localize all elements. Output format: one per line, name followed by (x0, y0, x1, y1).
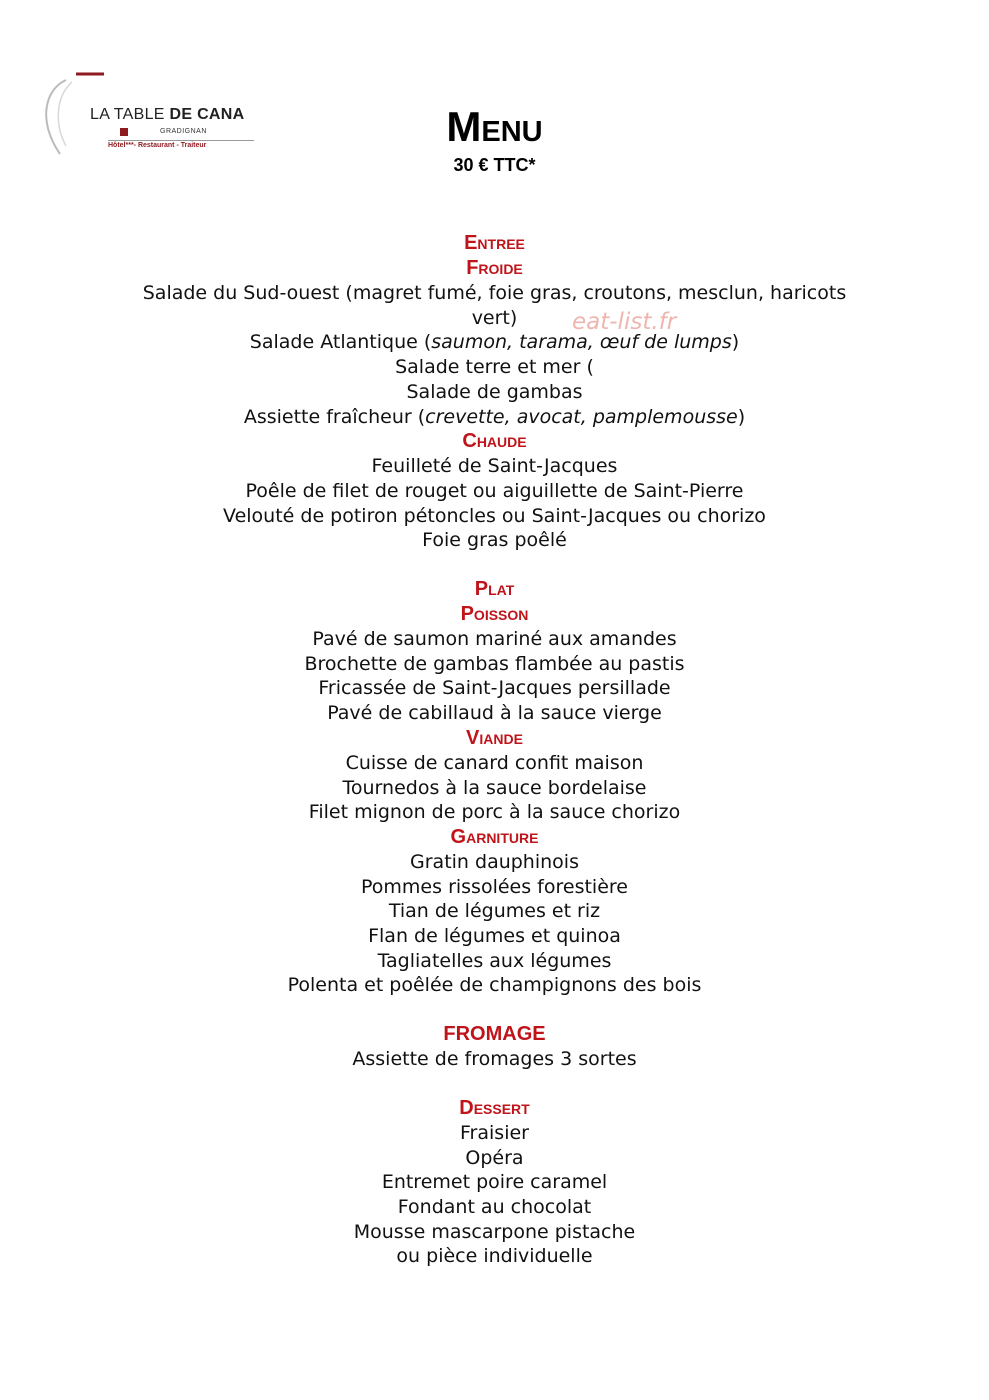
menu-item: Fricassée de Saint-Jacques persillade (318, 677, 671, 700)
menu-item: Feuilleté de Saint-Jacques (371, 455, 618, 478)
price-amount: 30 € (453, 155, 489, 175)
subsection-title-chaude: Chaude (462, 430, 527, 453)
menu-item: Pavé de saumon mariné aux amandes (312, 628, 677, 651)
menu-item: Cuisse de canard confit maison (345, 751, 644, 774)
menu-item: Poêle de filet de rouget ou aiguillette de Saint-Pierre (245, 479, 744, 502)
section-title-dessert: Dessert (459, 1096, 530, 1119)
section-title-plat: Plat (474, 578, 515, 601)
subsection-title-poisson: Poisson (460, 603, 529, 626)
subsection-title-garniture: Garniture (450, 825, 539, 848)
menu-item: ou pièce individuelle (396, 1245, 593, 1268)
subsection-title-froide: Froide (466, 257, 523, 279)
menu-item: Tagliatelles aux légumes (377, 949, 612, 972)
menu-item: Filet mignon de porc à la sauce chorizo (308, 801, 681, 824)
section-title-entree: Entree (464, 232, 525, 254)
section-title-fromage: FROMAGE (443, 1023, 546, 1046)
menu-item: Gratin dauphinois (410, 850, 579, 873)
menu-item: Fraisier (460, 1121, 529, 1144)
menu-item: Tournedos à la sauce bordelaise (342, 776, 647, 799)
price-suffix: TTC* (493, 155, 536, 175)
logo-name: LA TABLE DE CANA (90, 106, 245, 123)
menu-item: Salade du Sud-ouest (magret fumé, foie gras, croutons, mesclun, haricots vert) (142, 282, 847, 329)
section-spacer (0, 553, 989, 577)
watermark-text: eat-list.fr (572, 309, 677, 335)
menu-item: Assiette de fromages 3 sortes (352, 1048, 637, 1071)
menu-item: Flan de légumes et quinoa (368, 925, 621, 948)
menu-item: Entremet poire caramel (381, 1171, 608, 1194)
menu-item: Brochette de gambas flambée au pastis (304, 652, 685, 675)
menu-item: Assiette fraîcheur (crevette, avocat, pamplemousse) (243, 405, 746, 428)
menu-title: Menu (446, 103, 543, 150)
menu-item: Foie gras poêlé (422, 529, 567, 552)
logo-tagline: Hôtel***- Restaurant - Traiteur (108, 142, 207, 149)
menu-item: Pavé de cabillaud à la sauce vierge (327, 702, 662, 725)
subsection-title-viande: Viande (466, 726, 523, 749)
menu-body (0, 231, 989, 1269)
logo-city: GRADIGNAN (160, 128, 207, 135)
menu-item: Fondant au chocolat (397, 1195, 592, 1218)
menu-item: Velouté de potiron pétoncles ou Saint-Jacques ou chorizo (223, 504, 766, 527)
menu-item: Tian de légumes et riz (388, 900, 601, 923)
menu-price (0, 155, 989, 176)
menu-item: Salade Atlantique (saumon, tarama, œuf de lumps) (249, 331, 740, 354)
section-spacer (0, 1072, 989, 1096)
menu-item: Mousse mascarpone pistache (353, 1220, 636, 1243)
menu-item: Opéra (465, 1146, 524, 1169)
section-spacer (0, 998, 989, 1022)
menu-item: Salade de gambas (406, 380, 583, 403)
menu-item: Salade terre et mer ( (395, 356, 594, 379)
menu-item: Pommes rissolées forestière (361, 875, 628, 898)
menu-item: Polenta et poêlée de champignons des bois (287, 974, 702, 997)
